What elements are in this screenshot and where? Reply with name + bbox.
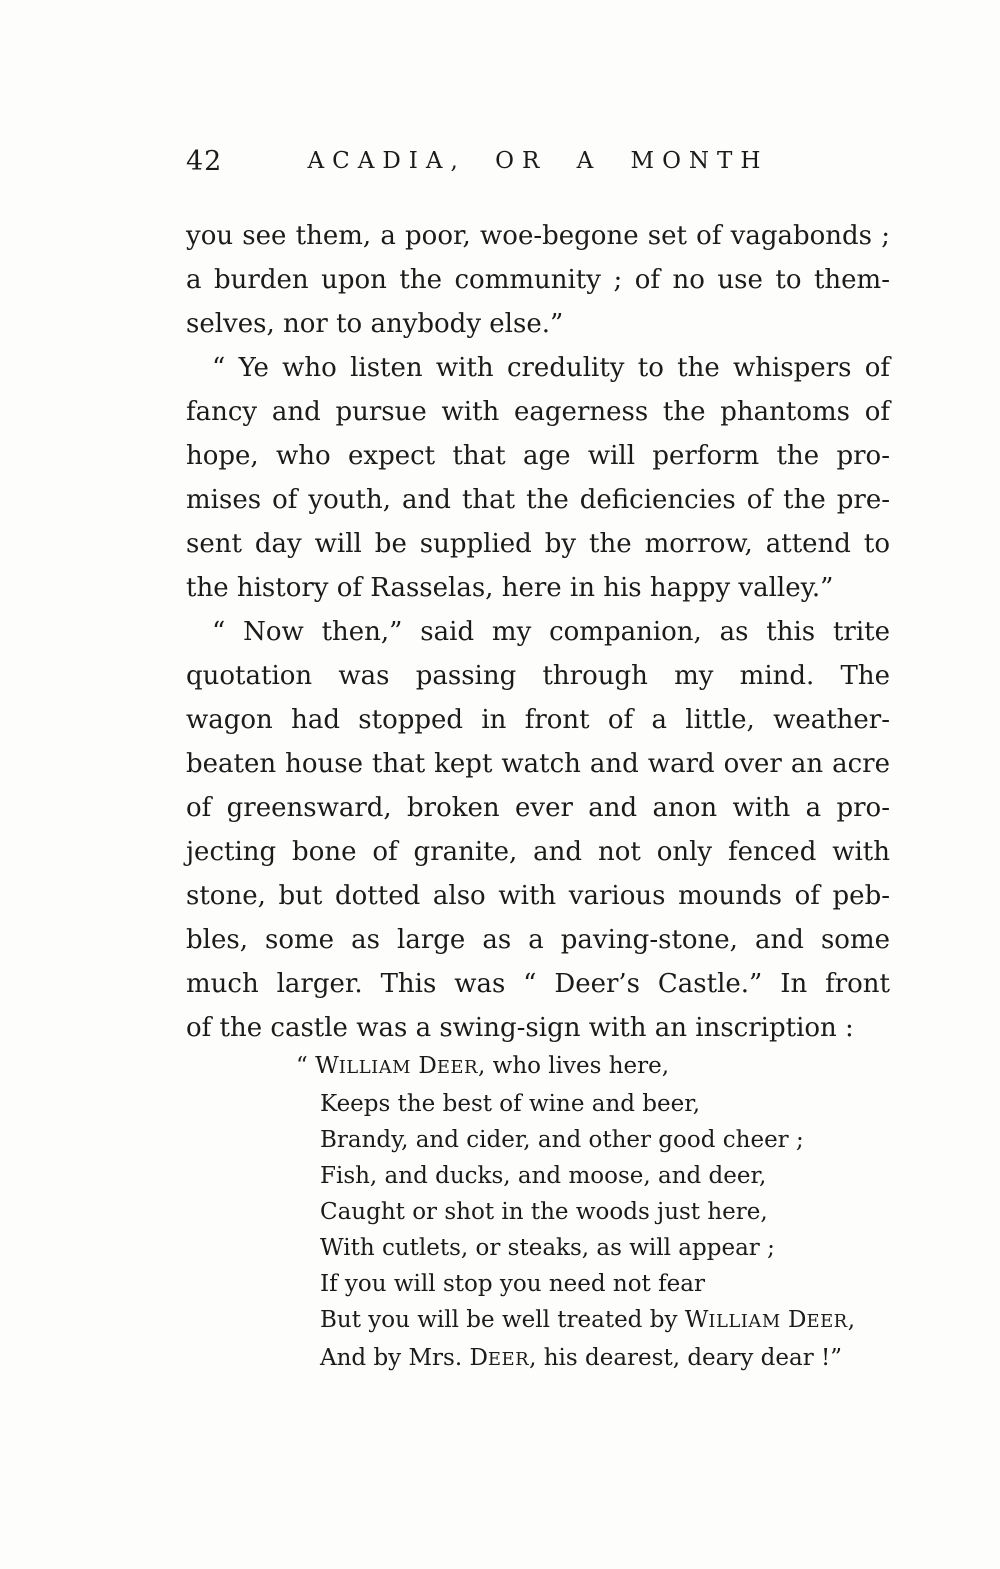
- text-line: fancy and pursue with eagerness the phantoms of: [186, 397, 890, 427]
- text-line: a burden upon the community ; of no use to them-: [186, 265, 890, 295]
- text-line: “ Ye who listen with credulity to the whispers of: [212, 353, 890, 383]
- small-caps-text: EER: [436, 1057, 479, 1078]
- text-line: of greensward, broken ever and anon with a pro-: [186, 793, 890, 823]
- small-caps-text: EER: [806, 1311, 848, 1332]
- text-line: mises of youth, and that the deficiencies of the pre-: [186, 485, 890, 515]
- page-header: [186, 146, 890, 182]
- small-caps-text: EER: [487, 1349, 530, 1370]
- poem-line: [296, 1266, 855, 1302]
- poem-line: [296, 1086, 855, 1122]
- text-line: you see them, a poor, woe-begone set of vagabonds ;: [186, 221, 890, 251]
- poem-text: Brandy, and cider, and other good cheer ;: [320, 1127, 804, 1153]
- poem-line: [296, 1158, 855, 1194]
- page-number: 42: [186, 146, 223, 177]
- poem-text: If you will stop you need not fear: [320, 1271, 705, 1297]
- body-text: [186, 214, 890, 1050]
- running-title: ACADIA, OR A MONTH: [307, 148, 769, 174]
- text-line: bles, some as large as a paving-stone, and some: [186, 925, 890, 955]
- poem-text: D: [411, 1053, 437, 1079]
- small-caps-text: ILLIAM: [338, 1057, 412, 1078]
- poem-text: “ W: [296, 1053, 339, 1079]
- poem-text: And by Mrs. D: [320, 1345, 488, 1371]
- text-line: of the castle was a swing-sign with an inscription :: [186, 1013, 854, 1043]
- small-caps-text: ILLIAM: [708, 1311, 781, 1332]
- poem-text: But you will be well treated by W: [320, 1307, 709, 1333]
- poem-line: [296, 1230, 855, 1266]
- text-line: beaten house that kept watch and ward over an acre: [186, 749, 890, 779]
- poem-line: [296, 1194, 855, 1230]
- poem-text: , his dearest, deary dear !”: [529, 1345, 843, 1371]
- text-line: sent day will be supplied by the morrow, attend to: [186, 529, 890, 559]
- text-line: quotation was passing through my mind. The: [186, 661, 890, 691]
- poem-text: Fish, and ducks, and moose, and deer,: [320, 1163, 767, 1189]
- poem-line: [296, 1048, 855, 1086]
- poem-text: D: [780, 1307, 807, 1333]
- text-line: selves, nor to anybody else.”: [186, 309, 564, 339]
- text-line: stone, but dotted also with various mounds of peb-: [186, 881, 890, 911]
- text-line: “ Now then,” said my companion, as this trite: [212, 617, 890, 647]
- poem-text: Keeps the best of wine and beer,: [320, 1091, 701, 1117]
- poem-text: Caught or shot in the woods just here,: [320, 1199, 768, 1225]
- text-line: much larger. This was “ Deer’s Castle.” In front: [186, 969, 890, 999]
- poem-line: [296, 1302, 855, 1340]
- poem-text: With cutlets, or steaks, as will appear ;: [320, 1235, 775, 1261]
- poem-text: , who lives here,: [478, 1053, 670, 1079]
- poem-text: ,: [847, 1307, 855, 1333]
- text-line: wagon had stopped in front of a little, weather-: [186, 705, 890, 735]
- poem-line: [296, 1122, 855, 1158]
- text-line: the history of Rasselas, here in his happy valley.”: [186, 573, 834, 603]
- poem-inscription: [296, 1048, 855, 1378]
- text-line: hope, who expect that age will perform the pro-: [186, 441, 890, 471]
- text-line: jecting bone of granite, and not only fenced with: [186, 837, 890, 867]
- poem-line: [296, 1340, 855, 1378]
